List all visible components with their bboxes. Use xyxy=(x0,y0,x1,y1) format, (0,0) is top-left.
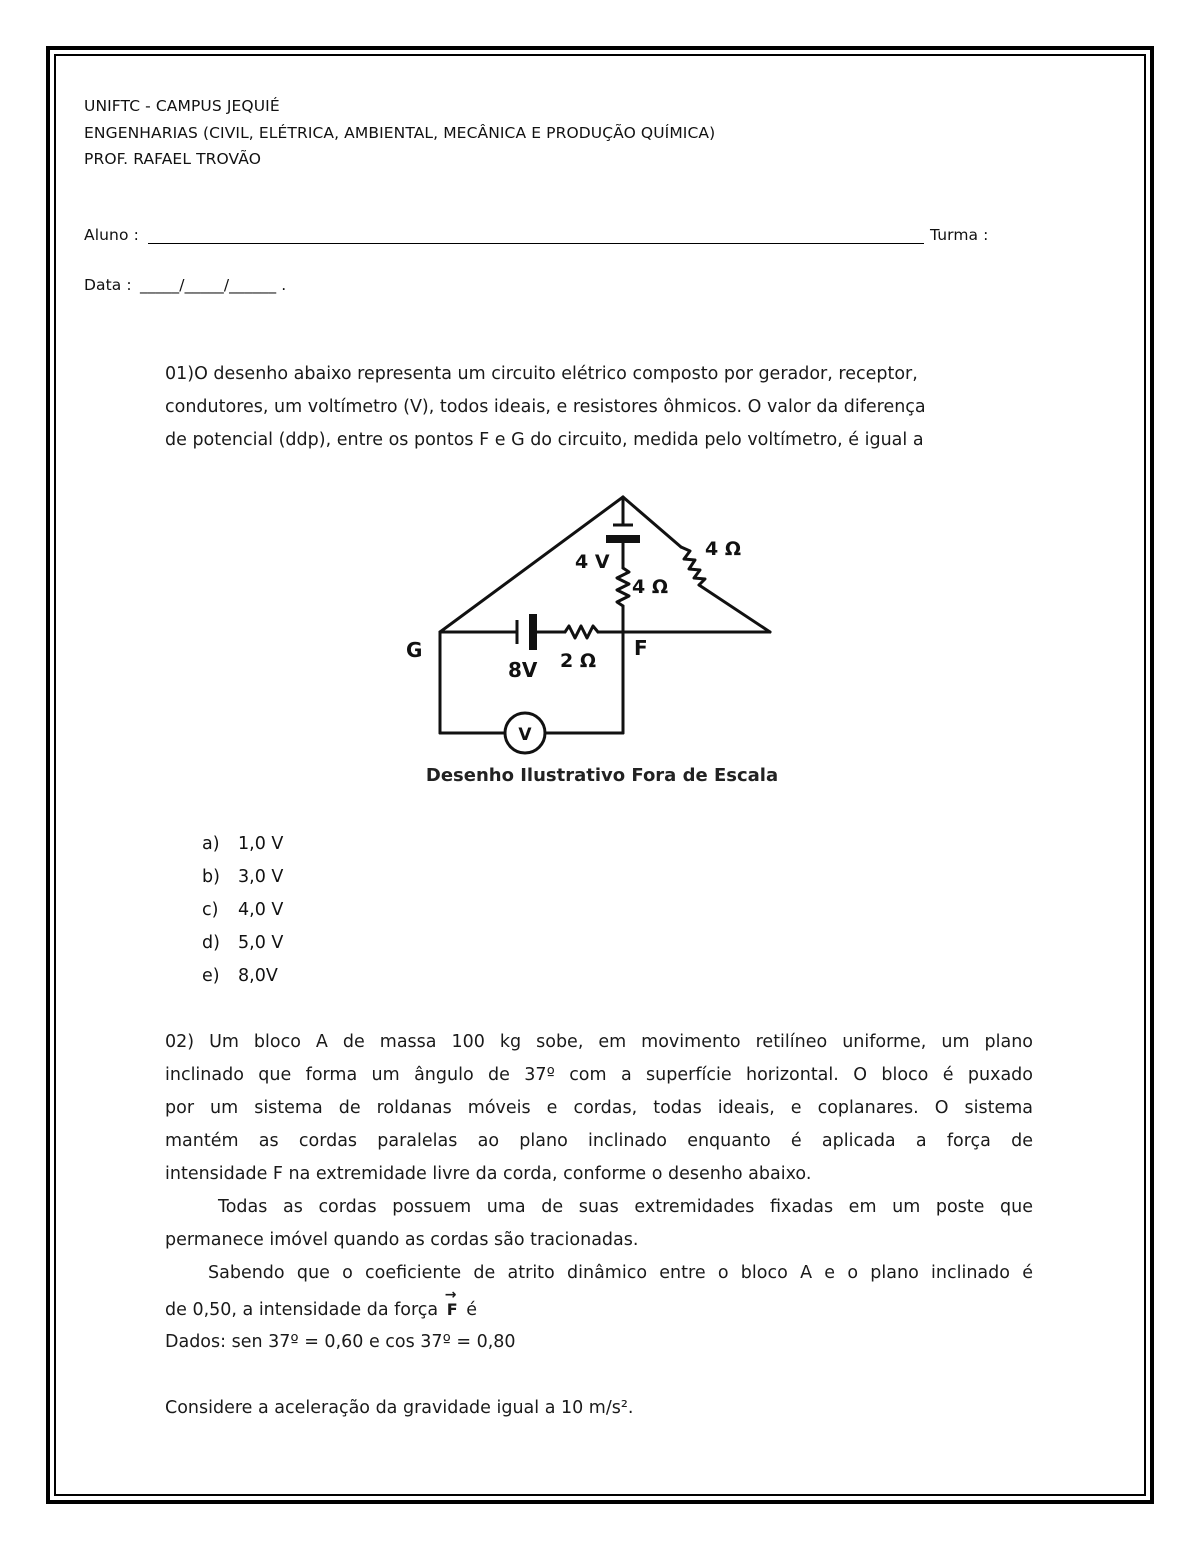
resistor-4ohm-vertical xyxy=(617,568,629,606)
option-c[interactable] xyxy=(202,894,283,927)
q2-line-5: intensidade F na extremidade livre da corda, conforme o desenho abaixo. xyxy=(165,1164,812,1184)
q1-line-3: de potencial (ddp), entre os pontos F e G do circuito, medida pelo voltímetro, é igual a xyxy=(165,430,924,450)
q2-line-9 xyxy=(165,1293,477,1327)
professor-line: PROF. RAFAEL TROVÃO xyxy=(84,150,262,168)
circuit-diagram xyxy=(400,485,800,795)
option-letter: a) xyxy=(202,834,220,854)
resistor-2ohm xyxy=(565,626,598,638)
battery-8v-thick-plate xyxy=(529,614,537,650)
battery-4v-short-plate xyxy=(606,535,640,543)
q1-line-2: condutores, um voltímetro (V), todos ideais, e resistores ôhmicos. O valor da diferença xyxy=(165,397,926,417)
option-text: 3,0 V xyxy=(238,867,284,887)
label-8v: 8V xyxy=(508,658,538,682)
aluno-label: Aluno : xyxy=(84,226,139,244)
label-f: F xyxy=(634,636,648,660)
q2-line-8: Sabendo que o coeficiente de atrito dinâmico entre o bloco A e o plano inclinado é xyxy=(208,1263,1033,1283)
data-label: Data : xyxy=(84,276,132,294)
q2-line-9-post: é xyxy=(466,1300,478,1320)
q2-line-2: inclinado que forma um ângulo de 37º com a superfície horizontal. O bloco é puxado xyxy=(165,1065,1033,1085)
option-letter: b) xyxy=(202,867,220,887)
data-field[interactable]: _____/_____/______ . xyxy=(140,276,287,294)
option-text: 8,0V xyxy=(238,966,278,986)
option-b[interactable] xyxy=(202,861,283,894)
aluno-field[interactable] xyxy=(148,243,924,244)
q2-line-7: permanece imóvel quando as cordas são tracionadas. xyxy=(165,1230,639,1250)
option-text: 5,0 V xyxy=(238,933,284,953)
option-d[interactable] xyxy=(202,927,283,960)
q2-line-4: mantém as cordas paralelas ao plano inclinado enquanto é aplicada a força de xyxy=(165,1131,1033,1151)
q2-gravidade: Considere a aceleração da gravidade igual a 10 m/s². xyxy=(165,1398,634,1418)
institution-line: UNIFTC - CAMPUS JEQUIÉ xyxy=(84,97,280,115)
q2-line-6: Todas as cordas possuem uma de suas extremidades fixadas em um poste que xyxy=(218,1197,1033,1217)
label-2ohm: 2 Ω xyxy=(560,650,596,672)
courses-line: ENGENHARIAS (CIVIL, ELÉTRICA, AMBIENTAL, MECÂNICA E PRODUÇÃO QUÍMICA) xyxy=(84,124,716,142)
wire-top-right-b xyxy=(699,585,770,632)
label-4v: 4 V xyxy=(575,551,610,573)
option-e[interactable] xyxy=(202,960,278,993)
q2-line-3: por um sistema de roldanas móveis e cordas, todas ideais, e coplanares. O sistema xyxy=(165,1098,1033,1118)
figure-caption: Desenho Ilustrativo Fora de Escala xyxy=(425,765,779,786)
option-a[interactable] xyxy=(202,828,283,861)
force-vector-f: → F xyxy=(444,1293,461,1326)
option-text: 4,0 V xyxy=(238,900,284,920)
label-g: G xyxy=(406,638,423,662)
resistor-4ohm-diagonal xyxy=(681,547,705,585)
q2-line-9-pre: de 0,50, a intensidade da força xyxy=(165,1300,439,1320)
option-letter: e) xyxy=(202,966,220,986)
option-text: 1,0 V xyxy=(238,834,284,854)
q2-line-1: 02) Um bloco A de massa 100 kg sobe, em movimento retilíneo uniforme, um plano xyxy=(165,1032,1033,1052)
turma-label: Turma : xyxy=(930,226,989,244)
q1-line-1: 01)O desenho abaixo representa um circuito elétrico composto por gerador, receptor, xyxy=(165,364,918,384)
option-letter: c) xyxy=(202,900,219,920)
label-voltmeter: V xyxy=(518,725,532,745)
option-letter: d) xyxy=(202,933,220,953)
label-4ohm-vertical: 4 Ω xyxy=(632,576,668,598)
label-4ohm-diagonal: 4 Ω xyxy=(705,538,741,560)
q2-dados: Dados: sen 37º = 0,60 e cos 37º = 0,80 xyxy=(165,1332,516,1352)
